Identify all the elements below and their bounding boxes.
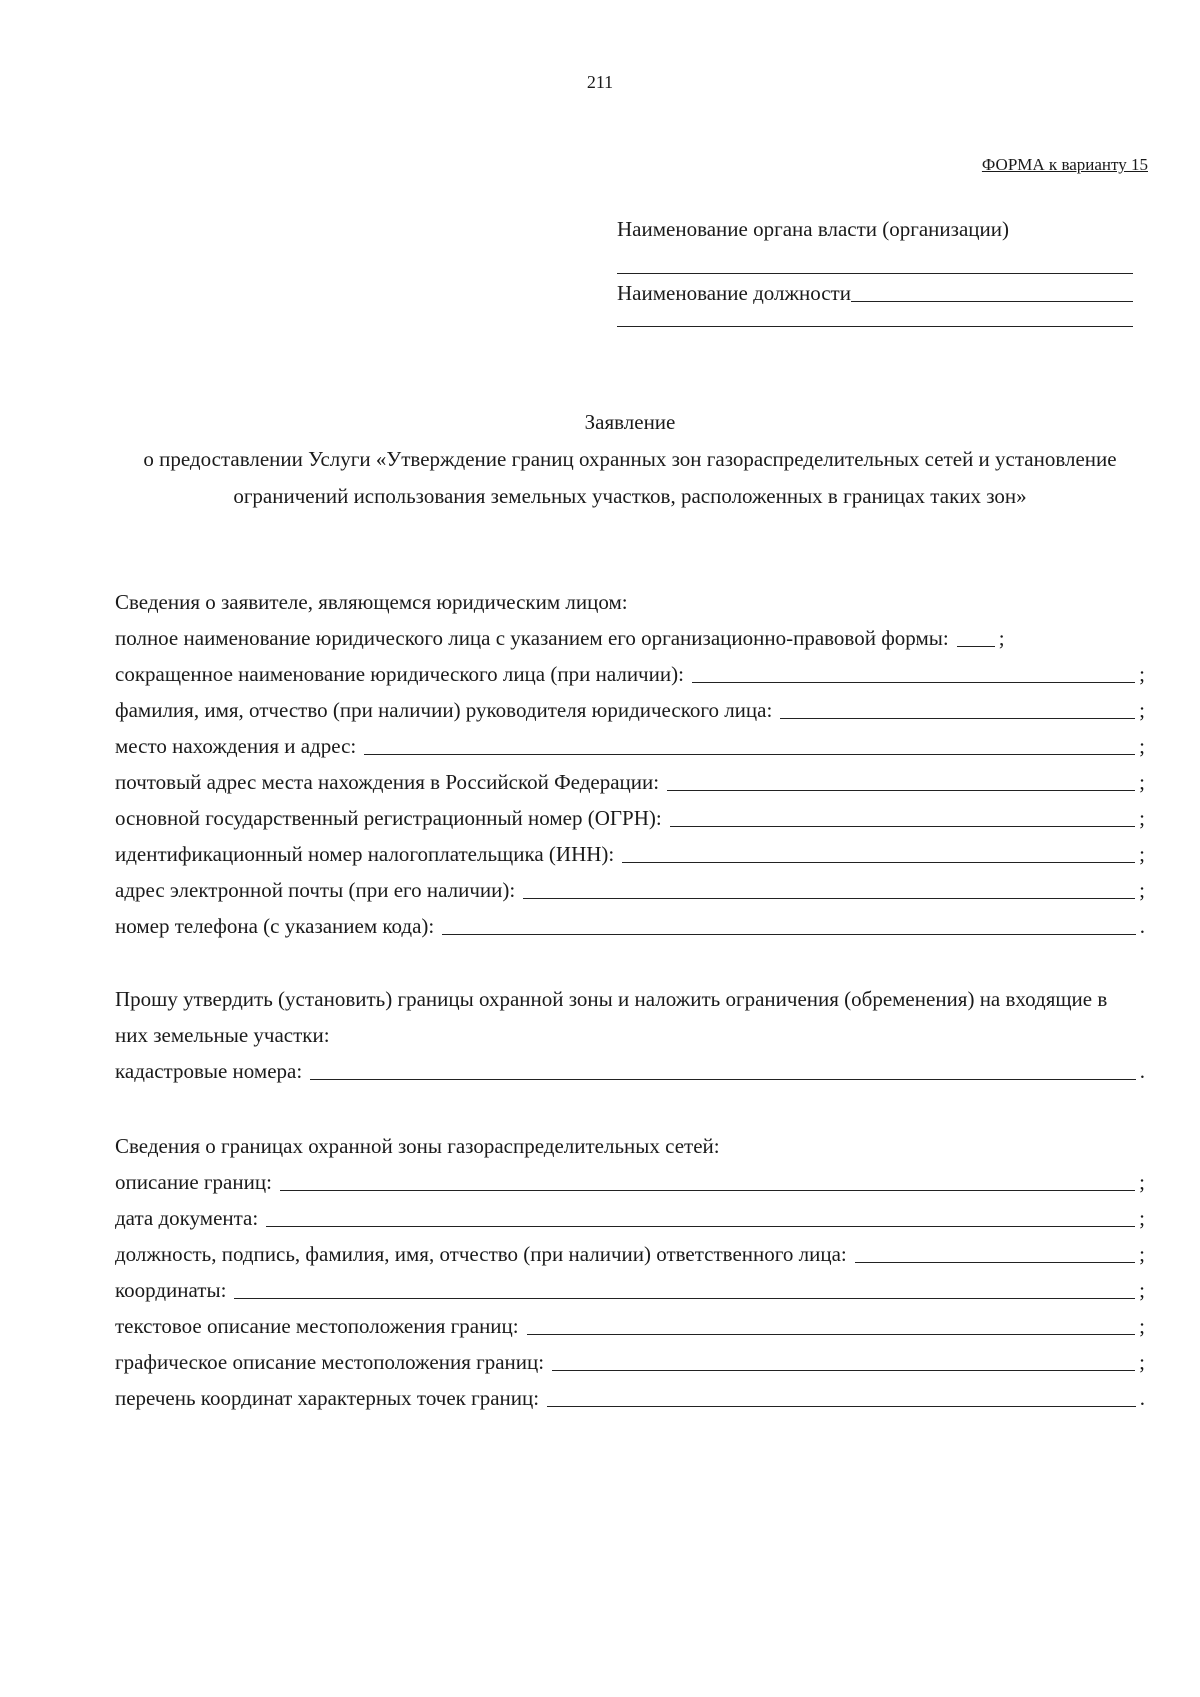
applicant-field [115, 908, 1145, 944]
field-input-line[interactable] [442, 934, 1135, 935]
field-label: дата документа: [115, 1206, 259, 1230]
applicant-field [115, 764, 1145, 800]
applicant-field [115, 800, 1145, 836]
field-end: ; [1139, 1170, 1145, 1194]
field-end: ; [1139, 662, 1145, 686]
field-input-line[interactable] [957, 646, 995, 647]
applicant-field [115, 692, 1145, 728]
addressee-block [617, 214, 1133, 327]
boundary-field [115, 1164, 1145, 1200]
field-input-line[interactable] [523, 898, 1135, 899]
field-label: сокращенное наименование юридического лица (при наличии): [115, 662, 684, 686]
field-label: должность, подпись, фамилия, имя, отчество (при наличии) ответственного лица: [115, 1242, 847, 1266]
field-label: почтовый адрес места нахождения в Российской Федерации: [115, 770, 660, 794]
request-section [115, 981, 1145, 1089]
field-end: ; [1139, 878, 1145, 902]
field-input-line[interactable] [692, 682, 1135, 683]
field-label: полное наименование юридического лица с указанием его организационно-правовой формы: [115, 626, 949, 650]
boundary-field [115, 1200, 1145, 1236]
organ-name-label: Наименование органа власти (организации) [617, 217, 1009, 241]
field-label: координаты: [115, 1278, 227, 1302]
position-label: Наименование должности [617, 281, 851, 305]
applicant-field [115, 656, 1145, 692]
applicant-heading: Сведения о заявителе, являющемся юридическим лицом: [115, 590, 628, 614]
field-end: . [1139, 1386, 1145, 1410]
field-input-line[interactable] [780, 718, 1135, 719]
title-heading: Заявление [584, 410, 676, 434]
applicant-field [115, 836, 1145, 872]
field-input-line[interactable] [855, 1262, 1135, 1263]
field-input-line[interactable] [622, 862, 1135, 863]
field-label: фамилия, имя, отчество (при наличии) руководителя юридического лица: [115, 698, 773, 722]
boundary-field [115, 1308, 1145, 1344]
field-end: ; [1139, 806, 1145, 830]
field-input-line[interactable] [667, 790, 1135, 791]
field-end: ; [1139, 770, 1145, 794]
page-number: 211 [586, 72, 614, 92]
form-variant-label: ФОРМА к варианту 15 [981, 155, 1148, 174]
cadastral-label: кадастровые номера: [115, 1059, 303, 1083]
field-end: ; [1139, 734, 1145, 758]
request-text: Прошу утвердить (установить) границы охранной зоны и наложить ограничения (обременения) на входящие в них земельные участки: [115, 987, 1108, 1047]
field-label: описание границ: [115, 1170, 272, 1194]
applicant-field [115, 872, 1145, 908]
field-end: . [1139, 1059, 1145, 1083]
field-input-line[interactable] [547, 1406, 1136, 1407]
applicant-field [115, 620, 1145, 656]
field-input-line[interactable] [266, 1226, 1135, 1227]
applicant-section [115, 584, 1145, 944]
position-extra-field[interactable] [617, 308, 1133, 327]
field-end: ; [1139, 1314, 1145, 1338]
field-label: основной государственный регистрационный номер (ОГРН): [115, 806, 662, 830]
field-input-line[interactable] [527, 1334, 1136, 1335]
field-label: текстовое описание местоположения границ: [115, 1314, 519, 1338]
position-row [617, 278, 1133, 308]
field-input-line[interactable] [234, 1298, 1135, 1299]
field-end: ; [1139, 1350, 1145, 1374]
field-input-line[interactable] [552, 1370, 1135, 1371]
field-end: ; [1139, 1278, 1145, 1302]
field-input-line[interactable] [280, 1190, 1135, 1191]
field-end: ; [1139, 842, 1145, 866]
field-end: ; [1139, 698, 1145, 722]
applicant-field [115, 728, 1145, 764]
field-label: идентификационный номер налогоплательщика (ИНН): [115, 842, 615, 866]
field-label: место нахождения и адрес: [115, 734, 357, 758]
title-subtitle: о предоставлении Услуги «Утверждение границ охранных зон газораспределительных сетей и установление ограничений использования земельных участков, расположенных в границах таких зон» [143, 447, 1117, 508]
field-label: перечень координат характерных точек границ: [115, 1386, 540, 1410]
cadastral-field [115, 1053, 1145, 1089]
position-field[interactable] [851, 301, 1133, 302]
boundary-field [115, 1344, 1145, 1380]
field-end: . [1139, 914, 1145, 938]
boundary-field [115, 1272, 1145, 1308]
boundary-field [115, 1380, 1145, 1416]
field-label: адрес электронной почты (при его наличии): [115, 878, 516, 902]
boundaries-heading: Сведения о границах охранной зоны газораспределительных сетей: [115, 1134, 720, 1158]
field-input-line[interactable] [364, 754, 1135, 755]
boundary-field [115, 1236, 1145, 1272]
organ-name-field[interactable] [617, 244, 1133, 274]
field-end: ; [998, 626, 1005, 650]
field-end: ; [1139, 1242, 1145, 1266]
boundaries-section [115, 1128, 1145, 1416]
field-input-line[interactable] [670, 826, 1135, 827]
document-title [115, 404, 1145, 515]
field-label: графическое описание местоположения границ: [115, 1350, 545, 1374]
field-end: ; [1139, 1206, 1145, 1230]
field-label: номер телефона (с указанием кода): [115, 914, 435, 938]
cadastral-input-line[interactable] [310, 1079, 1136, 1080]
